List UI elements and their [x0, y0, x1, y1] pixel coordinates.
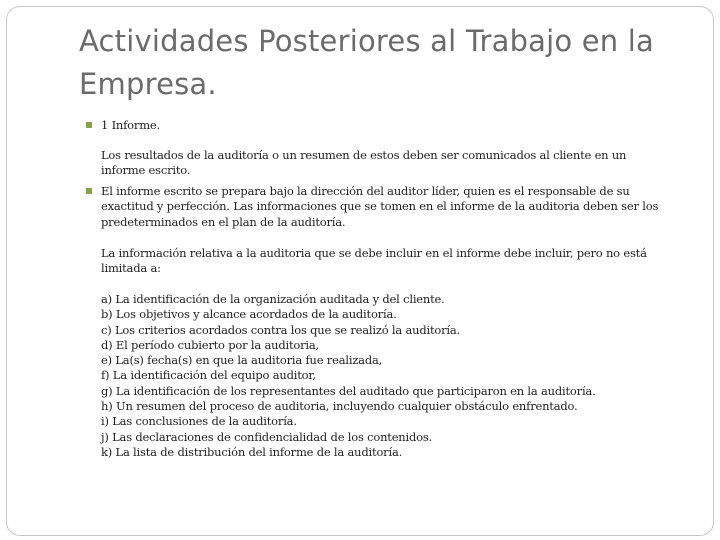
list-item: h) Un resumen del proceso de auditoria, incluyendo cualquier obstáculo enfrentado. [101, 399, 578, 414]
list-item: k) La lista de distribución del informe de la auditoría. [101, 444, 403, 459]
list-item: i) Las conclusiones de la auditoría. [101, 414, 297, 429]
list-item: g) La identificación de los representantes del auditado que participaron en la auditoría. [101, 383, 596, 398]
paragraph-resultados [101, 148, 671, 179]
list-item: c) Los criterios acordados contra los que se realizó la auditoría. [101, 322, 461, 337]
paragraph-line: informe escrito. [101, 163, 191, 178]
paragraph-line: El informe escrito se prepara bajo la dirección del auditor líder, quien es el responsable de su [101, 184, 630, 198]
list-item: f) La identificación del equipo auditor, [101, 368, 316, 383]
list-item: d) El período cubierto por la auditoria, [101, 337, 319, 352]
bullet-icon [86, 122, 92, 128]
paragraph-line: exactitud y perfección. Las informaciones que se tomen en el informe de la auditoria deben ser los [101, 199, 659, 214]
bullet-informe-escrito [101, 184, 671, 230]
paragraph-line: La información relativa a la auditoria que se debe incluir en el informe debe incluir, pero no está [101, 246, 647, 260]
paragraph-line: limitada a: [101, 261, 161, 276]
paragraph-informacion [101, 246, 671, 277]
bullet-icon [86, 188, 92, 194]
list-item: b) Los objetivos y alcance acordados de la auditoría. [101, 307, 397, 322]
report-contents-list [101, 292, 671, 460]
list-item: j) Las declaraciones de confidencialidad de los contenidos. [101, 429, 433, 444]
paragraph-line: predeterminados en el plan de la auditoría. [101, 214, 346, 229]
list-item: e) La(s) fecha(s) en que la auditoria fue realizada, [101, 353, 383, 368]
bullet-informe: 1 Informe. [101, 118, 160, 132]
list-item: a) La identificación de la organización auditada y del cliente. [101, 292, 445, 306]
paragraph-line: Los resultados de la auditoría o un resumen de estos deben ser comunicados al cliente en un [101, 148, 627, 162]
slide-title: Actividades Posteriores al Trabajo en la Empresa. [79, 24, 655, 101]
